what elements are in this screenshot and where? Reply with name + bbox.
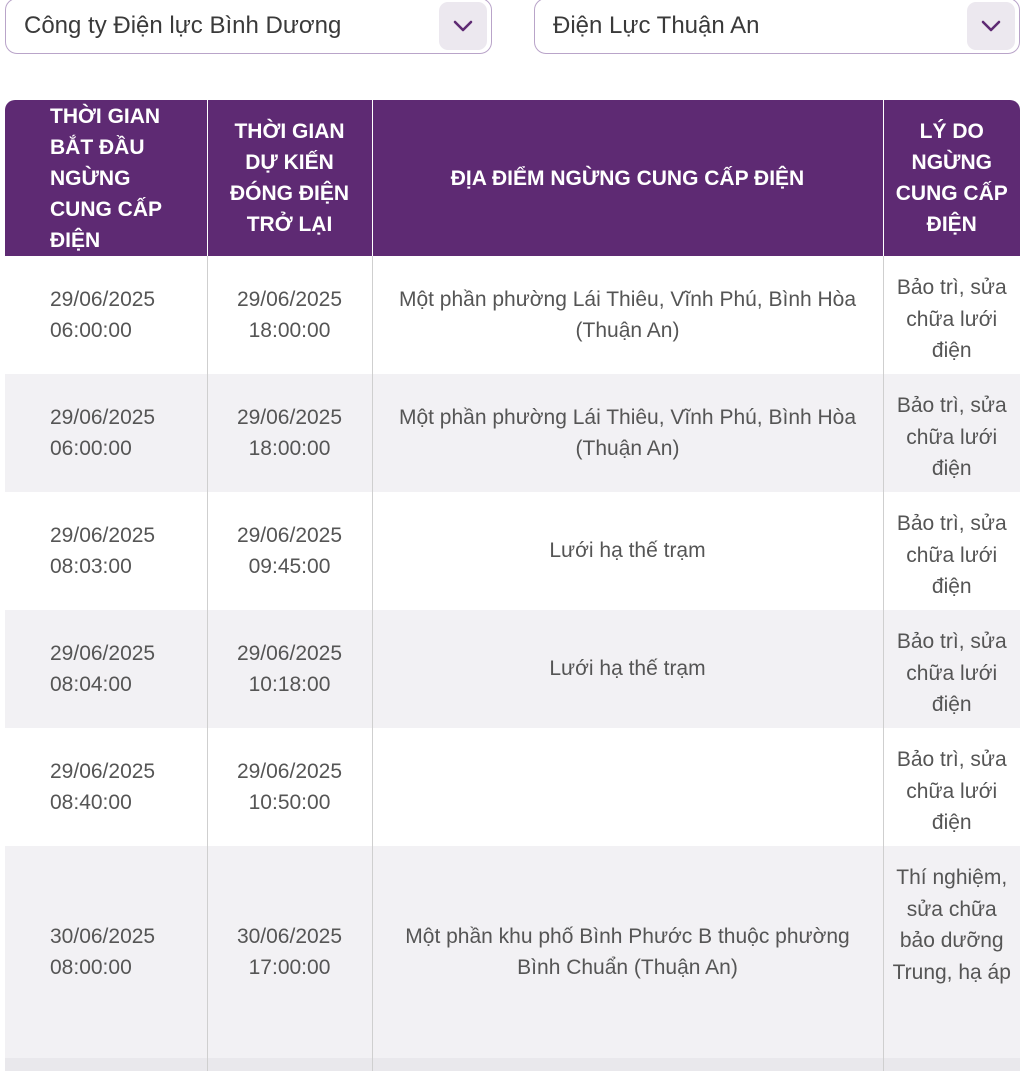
table-row (5, 374, 1020, 492)
empty-cell (883, 1058, 1020, 1071)
company-select-value: Công ty Điện lực Bình Dương (24, 12, 342, 39)
chevron-down-icon[interactable] (967, 2, 1015, 50)
reason-cell: Bảo trì, sửa chữa lưới điện (896, 394, 1007, 480)
location-cell (372, 728, 883, 846)
table-header-row (5, 100, 1020, 256)
table-row (5, 256, 1020, 374)
start-time: 06:00:00 (50, 437, 132, 460)
table-row-partial (5, 1058, 1020, 1071)
table-row (5, 492, 1020, 610)
end-date: 29/06/2025 (236, 641, 343, 665)
company-select[interactable] (5, 0, 492, 54)
table-row (5, 728, 1020, 846)
start-time: 08:40:00 (50, 791, 132, 814)
header-location: ĐỊA ĐIỂM NGỪNG CUNG CẤP ĐIỆN (372, 100, 883, 256)
end-date: 30/06/2025 (236, 924, 343, 948)
start-date: 29/06/2025 (50, 287, 156, 311)
start-time: 08:04:00 (50, 673, 132, 696)
end-date: 29/06/2025 (236, 287, 343, 311)
start-cell (5, 728, 207, 846)
start-date: 29/06/2025 (50, 405, 156, 429)
restore-cell (207, 492, 372, 610)
location-cell: Một phần khu phố Bình Phước B thuộc phường Bình Chuẩn (Thuận An) (372, 846, 883, 1058)
start-cell (5, 374, 207, 492)
branch-select-value: Điện Lực Thuận An (553, 12, 760, 39)
empty-cell (5, 1058, 207, 1071)
end-time: 18:00:00 (248, 437, 331, 460)
end-date: 29/06/2025 (236, 405, 343, 429)
start-date: 29/06/2025 (50, 759, 156, 783)
chevron-down-icon[interactable] (439, 2, 487, 50)
start-date: 29/06/2025 (50, 641, 156, 665)
reason-cell: Thí nghiệm, sửa chữa bảo dưỡng Trung, hạ áp (892, 866, 1011, 984)
start-time: 08:03:00 (50, 555, 132, 578)
start-cell (5, 610, 207, 728)
end-date: 29/06/2025 (236, 759, 343, 783)
end-time: 18:00:00 (248, 319, 331, 342)
outage-schedule-table (5, 100, 1020, 1071)
empty-cell (372, 1058, 883, 1071)
restore-cell (207, 846, 372, 1058)
header-reason: LÝ DO NGỪNG CUNG CẤP ĐIỆN (883, 100, 1020, 256)
location-cell: Một phần phường Lái Thiêu, Vĩnh Phú, Bình Hòa (Thuận An) (372, 374, 883, 492)
end-date: 29/06/2025 (236, 523, 343, 547)
start-cell (5, 846, 207, 1058)
location-cell: Lưới hạ thế trạm (372, 610, 883, 728)
table-row (5, 610, 1020, 728)
restore-cell (207, 256, 372, 374)
start-time: 08:00:00 (50, 956, 132, 979)
empty-cell (207, 1058, 372, 1071)
header-restore-time: THỜI GIAN DỰ KIẾN ĐÓNG ĐIỆN TRỞ LẠI (207, 100, 372, 256)
start-date: 29/06/2025 (50, 523, 156, 547)
reason-cell: Bảo trì, sửa chữa lưới điện (896, 630, 1007, 716)
reason-cell: Bảo trì, sửa chữa lưới điện (896, 748, 1007, 834)
end-time: 09:45:00 (248, 555, 331, 578)
table-row (5, 846, 1020, 1058)
reason-cell: Bảo trì, sửa chữa lưới điện (896, 512, 1007, 598)
reason-cell: Bảo trì, sửa chữa lưới điện (896, 276, 1007, 362)
end-time: 10:18:00 (248, 673, 331, 696)
restore-cell (207, 728, 372, 846)
start-time: 06:00:00 (50, 319, 132, 342)
start-cell (5, 256, 207, 374)
filter-bar (0, 0, 1024, 60)
end-time: 10:50:00 (248, 791, 331, 814)
start-cell (5, 492, 207, 610)
header-start-time: THỜI GIAN BẮT ĐẦU NGỪNG CUNG CẤP ĐIỆN (5, 100, 207, 256)
branch-select[interactable] (534, 0, 1020, 54)
restore-cell (207, 374, 372, 492)
location-cell: Lưới hạ thế trạm (372, 492, 883, 610)
location-cell: Một phần phường Lái Thiêu, Vĩnh Phú, Bình Hòa (Thuận An) (372, 256, 883, 374)
end-time: 17:00:00 (248, 956, 331, 979)
restore-cell (207, 610, 372, 728)
start-date: 30/06/2025 (50, 924, 156, 948)
